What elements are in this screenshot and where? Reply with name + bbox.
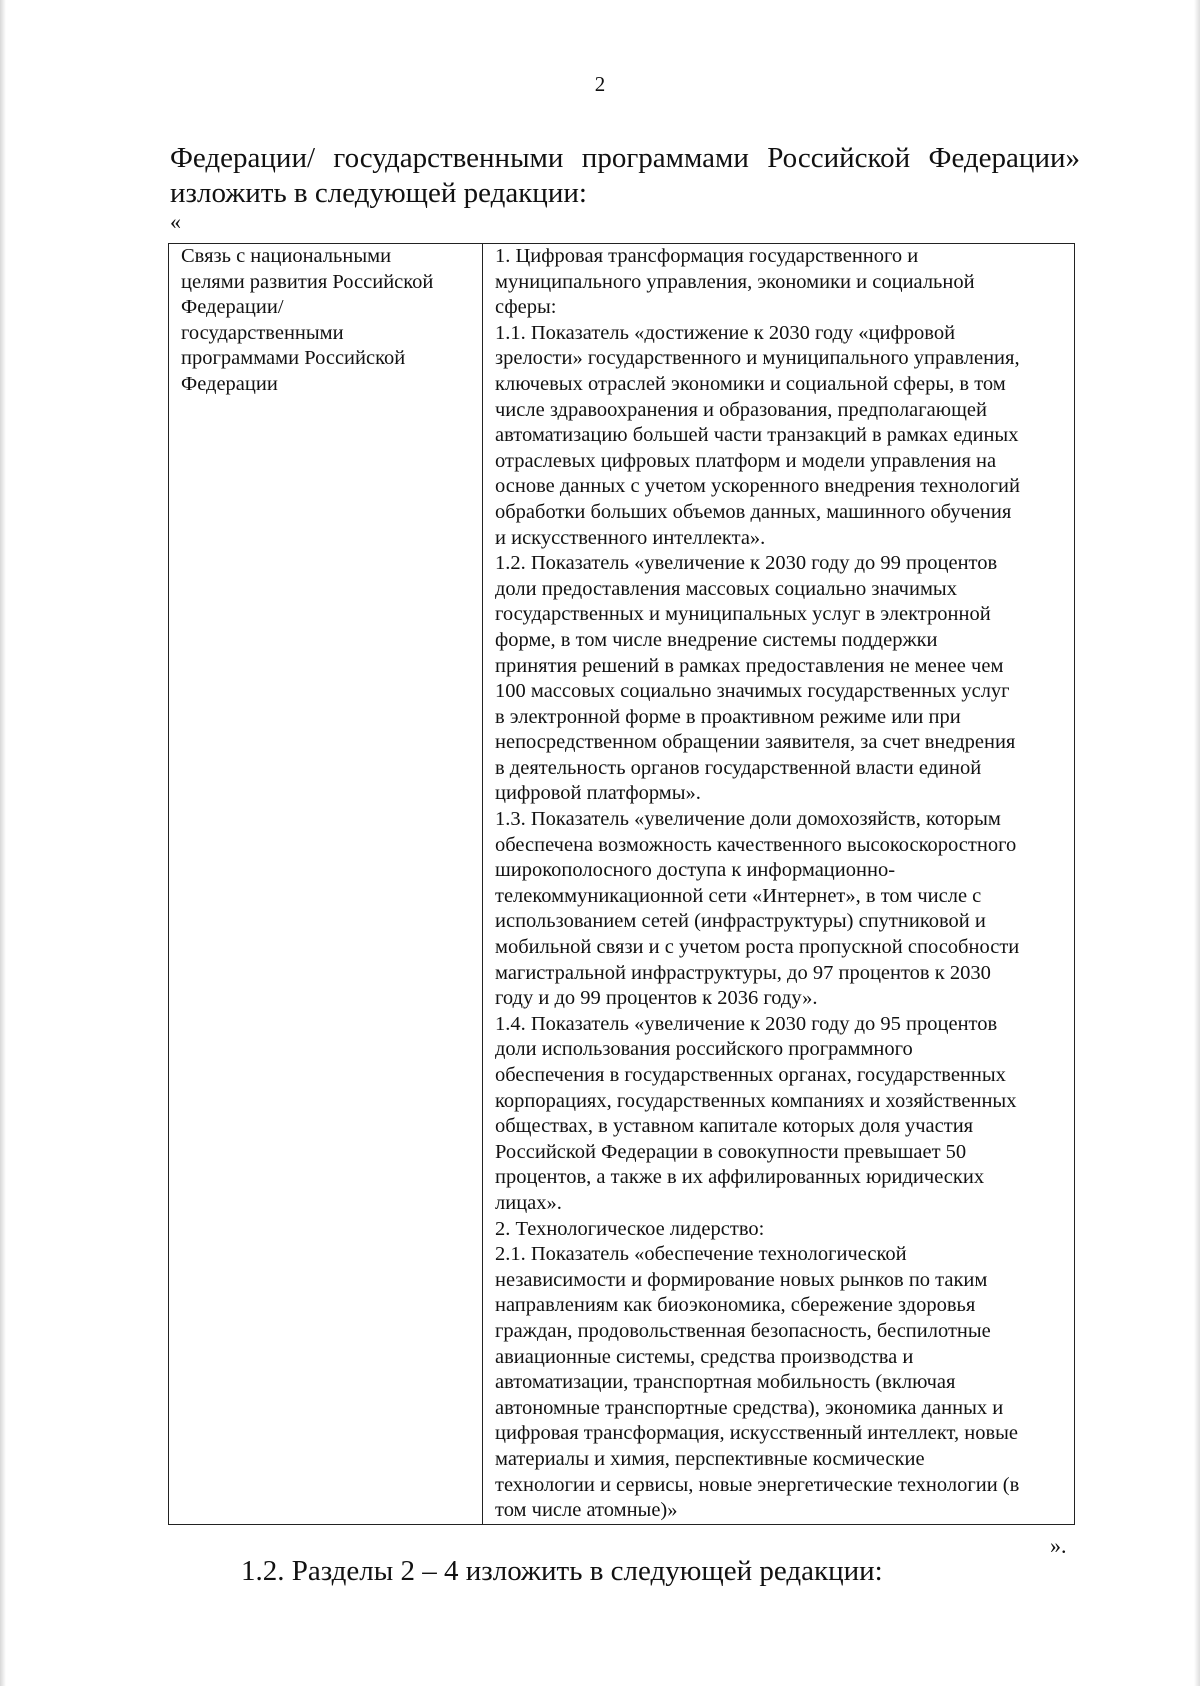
- content-cell-line: 100 массовых социально значимых государственных услуг: [495, 680, 1010, 703]
- amendment-table: [168, 243, 1075, 1525]
- content-cell-line: обеспечена возможность качественного высокоскоростного: [495, 833, 1017, 856]
- content-cell-line: 1.2. Показатель «увеличение к 2030 году до 99 процентов: [495, 552, 998, 575]
- content-cell-line: доли предоставления массовых социально значимых: [495, 577, 957, 600]
- intro-paragraph: [170, 141, 1080, 211]
- content-cell-line: 1. Цифровая трансформация государственного и: [495, 245, 919, 267]
- page-number: 2: [594, 72, 606, 96]
- content-cell-line: сферы:: [495, 296, 557, 319]
- content-cell-line: Российской Федерации в совокупности превышает 50: [495, 1140, 967, 1163]
- content-cell-line: корпорациях, государственных компаниях и хозяйственных: [495, 1089, 1017, 1112]
- next-section-heading: 1.2. Разделы 2 – 4 изложить в следующей редакции:: [241, 1555, 883, 1587]
- content-cell-line: обеспечения в государственных органах, государственных: [495, 1064, 1006, 1086]
- content-cell-line: автономные транспортные средства), экономика данных и: [495, 1396, 1004, 1419]
- content-cell-line: авиационные системы, средства производства и: [495, 1345, 914, 1368]
- intro-line-1: Федерации/ государственными программами Российской Федерации»: [170, 142, 1080, 174]
- intro-line-2: изложить в следующей редакции:: [170, 177, 587, 209]
- content-cell-line: в деятельность органов государственной власти единой: [495, 756, 982, 779]
- content-cell-line: зрелости» государственного и муниципального управления,: [495, 347, 1020, 370]
- content-cell-line: непосредственном обращении заявителя, за счет внедрения: [495, 731, 1016, 754]
- content-cell-line: форме, в том числе внедрение системы поддержки: [495, 628, 938, 651]
- label-cell: [169, 244, 483, 1525]
- content-cell-line: цифровая трансформация, искусственный интеллект, новые: [495, 1422, 1018, 1445]
- content-cell-line: цифровой платформы».: [495, 782, 701, 805]
- content-cell-line: в электронной форме в проактивном режиме или при: [495, 705, 961, 728]
- content-cell-line: использованием сетей (инфраструктуры) спутниковой и: [495, 910, 986, 933]
- label-cell-line: Федерации/: [181, 296, 284, 319]
- content-cell-text: [495, 244, 1069, 1524]
- content-cell-line: широкополосного доступа к информационно-: [495, 859, 896, 882]
- opening-quote-mark: «: [170, 209, 181, 234]
- scan-edge-left: [0, 0, 6, 1686]
- content-cell-line: автоматизации, транспортная мобильность (включая: [495, 1371, 956, 1394]
- content-cell-line: материалы и химия, перспективные космические: [495, 1447, 925, 1470]
- content-cell-line: 2.1. Показатель «обеспечение технологической: [495, 1243, 907, 1266]
- content-cell-line: 1.3. Показатель «увеличение доли домохозяйств, которым: [495, 808, 1001, 831]
- content-cell-line: и искусственного интеллекта».: [495, 526, 766, 549]
- label-cell-text: [181, 244, 477, 398]
- content-cell-line: автоматизацию большей части транзакций в рамках единых: [495, 424, 1019, 447]
- content-cell-line: мобильной связи и с учетом роста пропускной способности: [495, 936, 1020, 959]
- content-cell-line: принятия решений в рамках предоставления не менее чем: [495, 654, 1004, 677]
- content-cell-line: независимости и формирование новых рынков по таким: [495, 1268, 988, 1291]
- content-cell-line: доли использования российского программного: [495, 1038, 913, 1061]
- content-cell-line: магистральной инфраструктуры, до 97 процентов к 2030: [495, 961, 991, 984]
- label-cell-line: Связь с национальными: [181, 245, 392, 267]
- scan-edge-right: [1194, 0, 1200, 1686]
- table-row: [169, 244, 1075, 1525]
- content-cell-line: процентов, а также в их аффилированных юридических: [495, 1166, 985, 1189]
- content-cell: [483, 244, 1075, 1525]
- content-cell-line: технологии и сервисы, новые энергетические технологии (в: [495, 1473, 1020, 1496]
- content-cell-line: ключевых отраслей экономики и социальной сферы, в том: [495, 372, 1006, 395]
- content-cell-line: телекоммуникационной сети «Интернет», в том числе с: [495, 884, 982, 907]
- label-cell-line: государственными: [181, 321, 344, 344]
- content-cell-line: году и до 99 процентов к 2036 году».: [495, 987, 818, 1010]
- content-cell-line: муниципального управления, экономики и социальной: [495, 270, 975, 293]
- label-cell-line: Федерации: [181, 372, 278, 395]
- closing-quote-mark: ».: [1050, 1533, 1067, 1558]
- content-cell-line: 2. Технологическое лидерство:: [495, 1217, 765, 1240]
- content-cell-line: отраслевых цифровых платформ и модели управления на: [495, 449, 997, 472]
- content-cell-line: числе здравоохранения и образования, предполагающей: [495, 398, 987, 421]
- content-cell-line: основе данных с учетом ускоренного внедрения технологий: [495, 475, 1020, 498]
- content-cell-line: государственных и муниципальных услуг в электронной: [495, 603, 991, 626]
- content-cell-line: граждан, продовольственная безопасность, беспилотные: [495, 1319, 991, 1342]
- content-cell-line: 1.1. Показатель «достижение к 2030 году «цифровой: [495, 321, 956, 344]
- label-cell-line: программами Российской: [181, 347, 406, 370]
- content-cell-line: обществах, в уставном капитале которых доля участия: [495, 1115, 974, 1138]
- label-cell-line: целями развития Российской: [181, 270, 434, 293]
- content-cell-line: 1.4. Показатель «увеличение к 2030 году до 95 процентов: [495, 1012, 998, 1035]
- content-cell-line: том числе атомные)»: [495, 1499, 678, 1522]
- content-cell-line: направлениям как биоэкономика, сбережение здоровья: [495, 1294, 976, 1317]
- content-cell-line: обработки больших объемов данных, машинного обучения: [495, 500, 1012, 523]
- content-cell-line: лицах».: [495, 1191, 562, 1214]
